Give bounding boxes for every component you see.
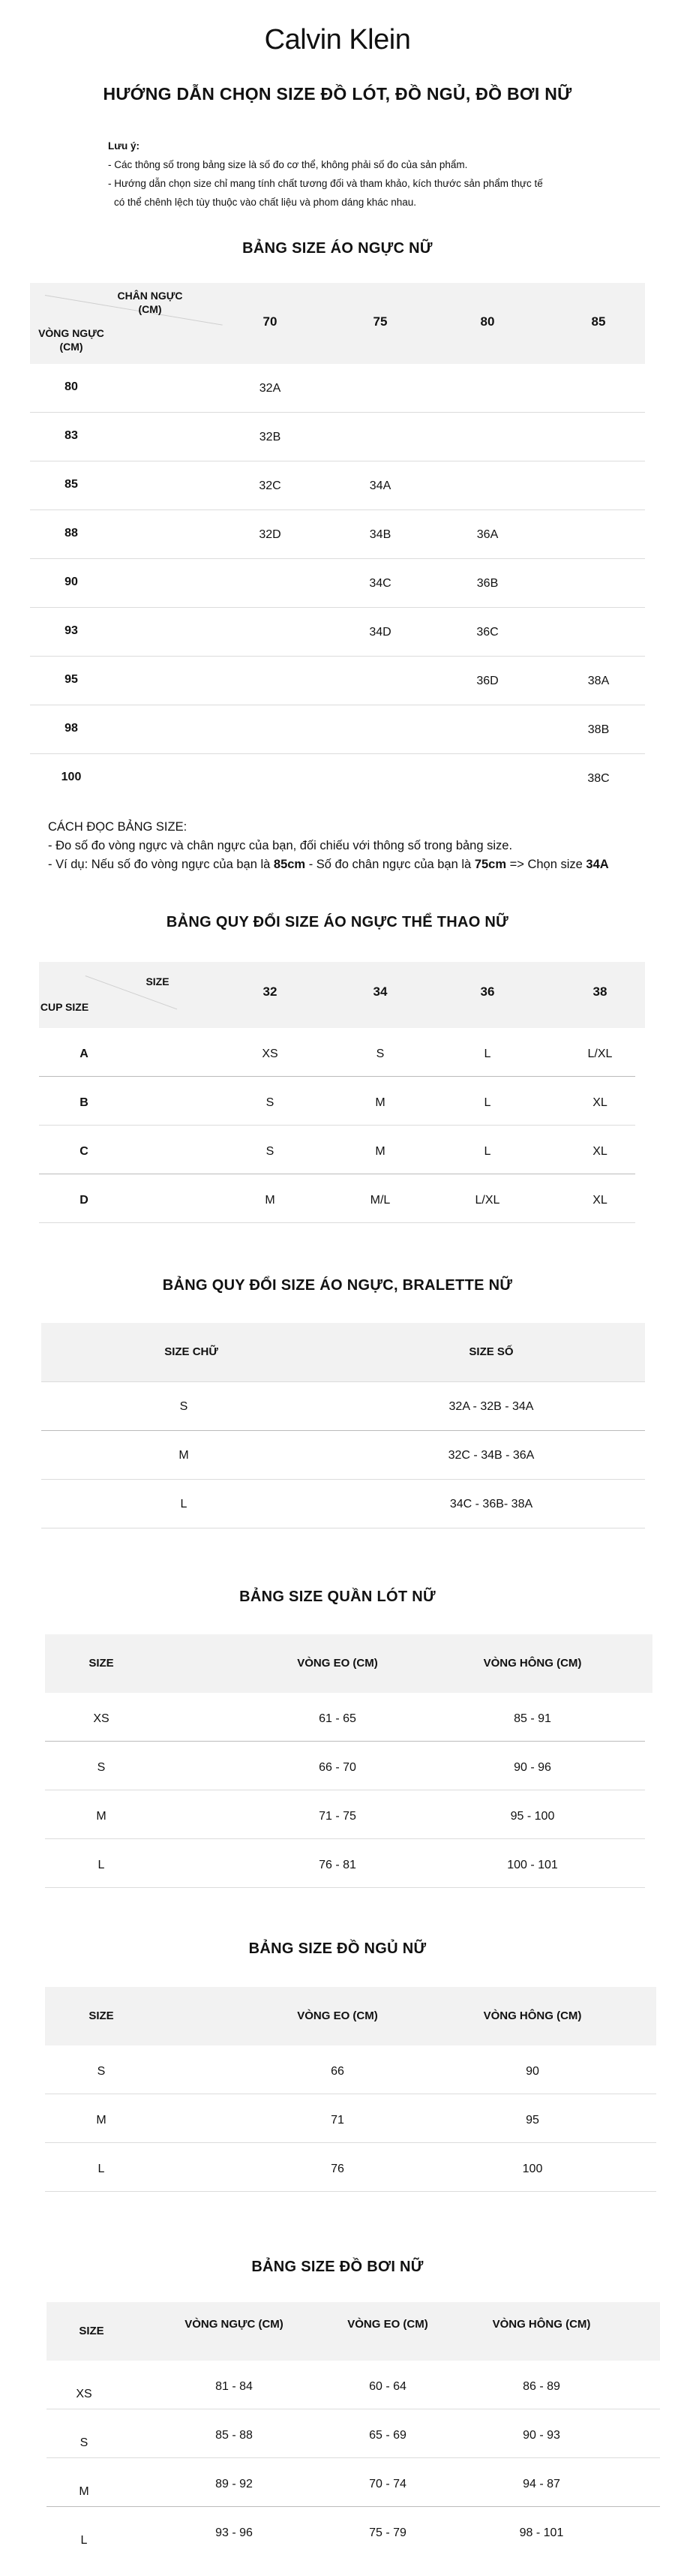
- bra-size-cell: 34A: [369, 479, 392, 492]
- swim-waist: 60 - 64: [369, 2380, 406, 2393]
- bra-corner-bottom-label: VÒNG NGỰC (CM): [38, 327, 104, 353]
- how-to-read-line-2: [48, 855, 663, 874]
- bra-size-cell: 36A: [476, 528, 499, 541]
- sport-table-title: BẢNG QUY ĐỔI SIZE ÁO NGỰC THỂ THAO NỮ: [166, 914, 509, 930]
- table-row: [46, 2507, 660, 2556]
- bra-size-cell: 32C: [259, 479, 281, 492]
- panty-col-header: VÒNG EO (CM): [297, 1657, 378, 1670]
- notes-line-1: - Các thông số trong bảng size là số đo cơ thể, không phải số đo của sản phẩm.: [108, 159, 468, 170]
- sport-size-cell: M: [375, 1096, 386, 1109]
- swim-size: XS: [76, 2388, 92, 2400]
- bra-size-cell: 34B: [369, 528, 392, 541]
- bralette-table-title: BẢNG QUY ĐỔI SIZE ÁO NGỰC, BRALETTE NỮ: [162, 1277, 513, 1294]
- bralette-col-header: SIZE SỐ: [469, 1345, 514, 1358]
- table-row: [39, 1077, 645, 1126]
- sleep-col-header: SIZE: [88, 2009, 114, 2022]
- table-row: [30, 657, 645, 705]
- table-row: [30, 705, 645, 754]
- bra-size-cell: 38B: [587, 723, 610, 736]
- table-row: [30, 461, 645, 510]
- panty-waist: 76 - 81: [319, 1859, 356, 1871]
- table-row: [41, 1480, 645, 1528]
- bra-size-cell: 36B: [476, 577, 499, 590]
- bralette-table: [41, 1323, 645, 1540]
- bra-size-cell: 34D: [369, 626, 392, 639]
- sport-size-cell: S: [266, 1145, 274, 1158]
- bra-size-cell: 36D: [476, 675, 499, 687]
- notes-line-2: - Hướng dẫn chọn size chỉ mang tính chất tương đối và tham khảo, kích thước sản phẩm thực tế: [108, 178, 543, 189]
- panty-col-header: VÒNG HÔNG (CM): [483, 1657, 582, 1670]
- bra-size-cell: 34C: [369, 577, 392, 590]
- table-row: [45, 1742, 652, 1790]
- sport-col-header: 36: [480, 984, 495, 999]
- bralette-number-size: 32C - 34B - 36A: [448, 1449, 535, 1462]
- how-to-read: [48, 818, 663, 874]
- panty-waist: 71 - 75: [319, 1810, 356, 1823]
- table-row: [39, 1174, 645, 1223]
- bra-row-label: 98: [64, 722, 78, 735]
- sport-bra-table: [39, 962, 645, 1225]
- sport-col-header: 34: [373, 984, 388, 999]
- bra-row-label: 93: [64, 624, 78, 637]
- sleep-table-title: BẢNG SIZE ĐỒ NGỦ NỮ: [248, 1940, 427, 1957]
- swim-bust: 85 - 88: [215, 2429, 253, 2442]
- example-result-size: 34A: [586, 858, 609, 871]
- bra-row-label: 80: [64, 380, 78, 393]
- table-row: [45, 2094, 656, 2143]
- swim-hip: 94 - 87: [523, 2478, 560, 2490]
- sleep-size: S: [97, 2065, 106, 2078]
- sport-corner-bottom-label: CUP SIZE: [40, 1001, 89, 1013]
- swim-bust: 89 - 92: [215, 2478, 253, 2490]
- bra-row-label: 83: [64, 429, 78, 442]
- row-divider: [45, 2191, 656, 2192]
- table-row: [30, 608, 645, 657]
- sport-size-cell: M/L: [370, 1194, 391, 1207]
- bra-size-cell: 36C: [476, 626, 499, 639]
- swim-bust: 93 - 96: [215, 2526, 253, 2539]
- bralette-letter-size: L: [180, 1498, 188, 1510]
- swim-hip: 98 - 101: [519, 2526, 564, 2539]
- sport-size-cell: L: [484, 1096, 491, 1109]
- sleep-waist: 76: [331, 2163, 344, 2175]
- panty-table-title: BẢNG SIZE QUẦN LÓT NỮ: [239, 1589, 436, 1605]
- sport-size-cell: XL: [592, 1194, 608, 1207]
- bra-col-header: 75: [373, 314, 388, 329]
- panty-size-table: [45, 1634, 652, 1897]
- sport-size-cell: XS: [262, 1048, 278, 1060]
- how-to-read-title: CÁCH ĐỌC BẢNG SIZE:: [48, 820, 188, 834]
- sport-size-cell: M: [265, 1194, 275, 1207]
- sport-col-header: 38: [592, 984, 608, 999]
- sport-size-cell: S: [266, 1096, 274, 1109]
- sleep-hip: 100: [522, 2163, 543, 2175]
- example-text: => Chọn size: [506, 858, 586, 871]
- sport-table-header: [39, 962, 645, 1028]
- sleep-waist: 71: [331, 2114, 344, 2127]
- table-row: [30, 364, 645, 413]
- table-row: [46, 2458, 660, 2507]
- table-row: [45, 2045, 656, 2094]
- swim-col-header: VÒNG EO (CM): [347, 2318, 428, 2331]
- swim-hip: 86 - 89: [523, 2380, 560, 2393]
- table-row: [46, 2361, 660, 2409]
- panty-hip: 95 - 100: [510, 1810, 555, 1823]
- bralette-number-size: 32A - 32B - 34A: [448, 1400, 534, 1413]
- sport-size-cell: L/XL: [587, 1048, 613, 1060]
- sport-row-label: D: [80, 1194, 88, 1207]
- sport-row-label: A: [80, 1048, 88, 1060]
- swim-waist: 75 - 79: [369, 2526, 406, 2539]
- example-bust-value: 85cm: [273, 858, 306, 871]
- sleep-waist: 66: [331, 2065, 344, 2078]
- table-row: [41, 1431, 645, 1480]
- table-row: [30, 413, 645, 461]
- sport-size-cell: L/XL: [475, 1194, 500, 1207]
- notes-line-3: có thể chênh lệch tùy thuộc vào chất liệu và phom dáng khác nhau.: [114, 197, 417, 208]
- table-row: [39, 1028, 645, 1077]
- bra-col-header: 80: [480, 314, 495, 329]
- notes: [108, 137, 603, 212]
- page-title: HƯỚNG DẪN CHỌN SIZE ĐỒ LÓT, ĐỒ NGỦ, ĐỒ BƠI NỮ: [103, 84, 572, 104]
- bralette-col-header: SIZE CHỮ: [164, 1345, 218, 1358]
- sport-size-cell: XL: [592, 1096, 608, 1109]
- swim-size: S: [80, 2436, 88, 2449]
- bra-row-label: 85: [64, 478, 78, 491]
- swim-waist: 70 - 74: [369, 2478, 406, 2490]
- swim-hip: 90 - 93: [523, 2429, 560, 2442]
- sport-size-cell: S: [376, 1048, 385, 1060]
- bra-size-cell: 38C: [587, 772, 610, 785]
- panty-size: S: [97, 1761, 106, 1774]
- bra-row-label: 88: [64, 527, 78, 540]
- sleep-hip: 90: [526, 2065, 539, 2078]
- swim-waist: 65 - 69: [369, 2429, 406, 2442]
- table-row: [45, 2143, 656, 2192]
- table-row: [45, 1790, 652, 1839]
- panty-size: XS: [93, 1712, 110, 1725]
- swim-col-header: VÒNG NGỰC (CM): [184, 2318, 284, 2331]
- sport-row-label: C: [80, 1145, 88, 1158]
- bra-size-cell: 38A: [587, 675, 610, 687]
- panty-hip: 85 - 91: [514, 1712, 551, 1725]
- how-to-read-line-1: - Đo số đo vòng ngực và chân ngực của bạn, đối chiếu với thông số trong bảng size.: [48, 839, 513, 852]
- panty-col-header: SIZE: [88, 1657, 114, 1670]
- table-row: [45, 1839, 652, 1888]
- bralette-letter-size: M: [178, 1449, 189, 1462]
- bra-col-header: 70: [262, 314, 278, 329]
- table-row: [45, 1693, 652, 1742]
- sport-row-label: B: [80, 1096, 88, 1109]
- sleep-hip: 95: [526, 2114, 539, 2127]
- panty-hip: 100 - 101: [507, 1859, 558, 1871]
- sleep-size: M: [96, 2114, 106, 2127]
- row-divider: [45, 1887, 645, 1888]
- brand-logo[interactable]: Calvin Klein: [264, 24, 411, 56]
- row-divider: [39, 1222, 635, 1223]
- sport-size-cell: L: [484, 1145, 491, 1158]
- swim-bust: 81 - 84: [215, 2380, 253, 2393]
- panty-waist: 61 - 65: [319, 1712, 356, 1725]
- swim-col-header: VÒNG HÔNG (CM): [492, 2318, 591, 2331]
- swim-size-table: [46, 2302, 660, 2572]
- bra-row-label: 100: [61, 771, 82, 783]
- sport-size-cell: XL: [592, 1145, 608, 1158]
- bra-col-header: 85: [591, 314, 606, 329]
- example-underbust-value: 75cm: [474, 858, 507, 871]
- bra-size-cell: 32B: [259, 431, 281, 443]
- sport-col-header: 32: [262, 984, 278, 999]
- table-row: [30, 754, 645, 803]
- sport-size-cell: L: [484, 1048, 491, 1060]
- swim-col-header: SIZE: [79, 2325, 104, 2337]
- table-row: [46, 2409, 660, 2458]
- sleep-size-table: [45, 1987, 656, 2197]
- table-row: [30, 510, 645, 559]
- sport-size-cell: M: [375, 1145, 386, 1158]
- swim-table-title: BẢNG SIZE ĐỒ BƠI NỮ: [251, 2259, 424, 2275]
- notes-heading: Lưu ý:: [108, 140, 140, 152]
- bralette-letter-size: S: [179, 1400, 188, 1413]
- panty-size: L: [98, 1859, 105, 1871]
- sport-corner-top-label: SIZE: [146, 975, 170, 987]
- bra-size-cell: 32D: [259, 528, 281, 541]
- sleep-col-header: VÒNG EO (CM): [297, 2009, 378, 2022]
- panty-size: M: [96, 1810, 106, 1823]
- example-text: - Số đo chân ngực của bạn là: [305, 858, 475, 871]
- table-row: [41, 1382, 645, 1431]
- bra-corner-top-label: CHÂN NGỰC (CM): [117, 290, 183, 315]
- sleep-size: L: [98, 2163, 105, 2175]
- bralette-number-size: 34C - 36B- 38A: [449, 1498, 533, 1510]
- panty-waist: 66 - 70: [319, 1761, 356, 1774]
- bra-size-cell: 32A: [259, 382, 281, 395]
- sleep-col-header: VÒNG HÔNG (CM): [483, 2009, 582, 2022]
- bra-row-label: 95: [64, 673, 78, 686]
- example-text: - Ví dụ: Nếu số đo vòng ngực của bạn là: [48, 858, 274, 871]
- table-row: [39, 1126, 645, 1174]
- swim-size: L: [80, 2534, 88, 2547]
- panty-hip: 90 - 96: [514, 1761, 551, 1774]
- bra-table-title: BẢNG SIZE ÁO NGỰC NỮ: [242, 240, 433, 257]
- bra-row-label: 90: [64, 576, 78, 588]
- swim-size: M: [79, 2485, 89, 2498]
- table-row: [30, 559, 645, 608]
